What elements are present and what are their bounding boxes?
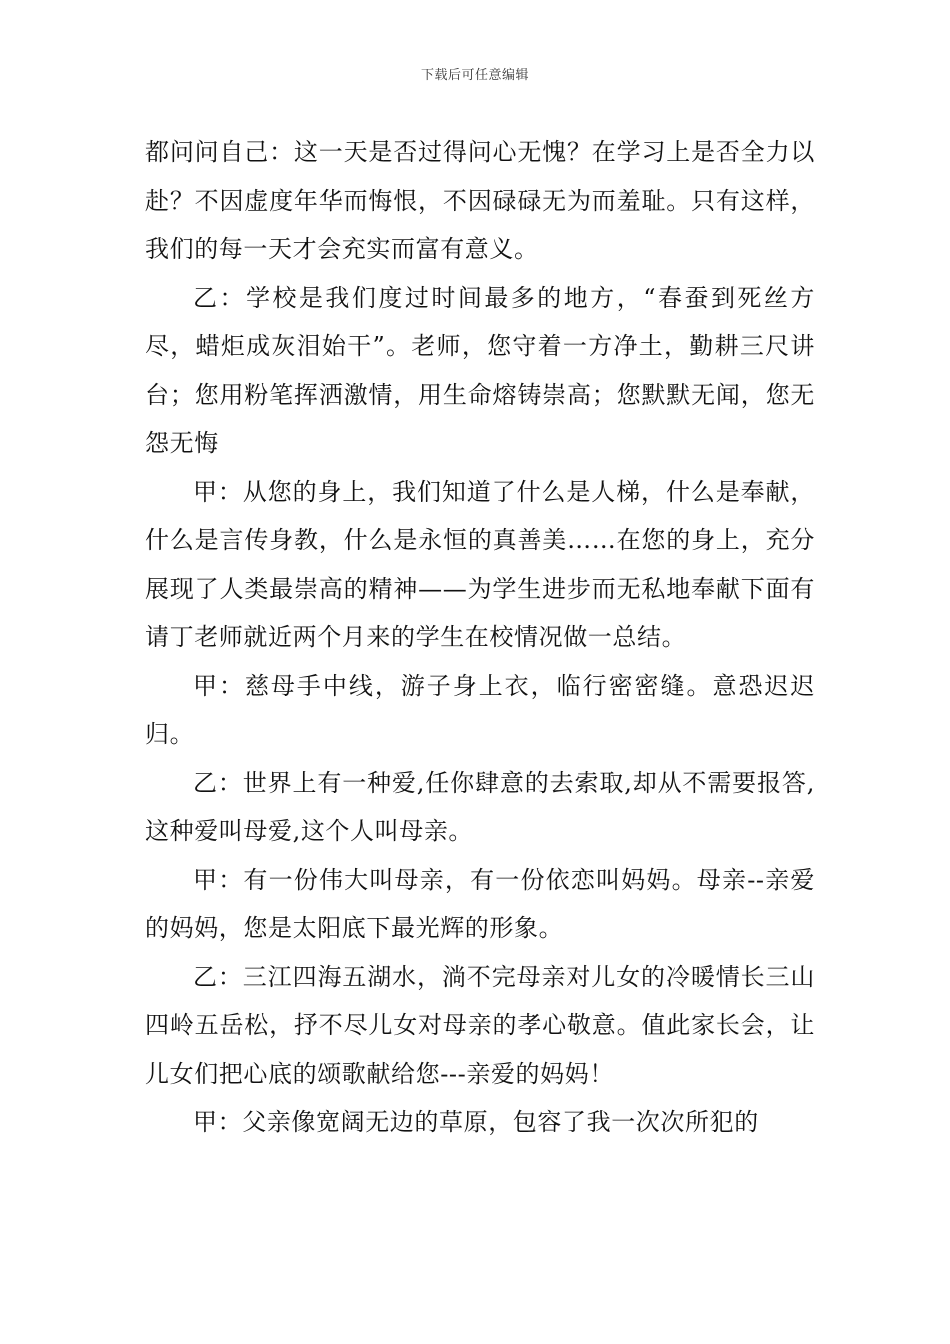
paragraph-yi-mother-love: 乙：世界上有一种爱,任你肆意的去索取,却从不需要报答,这种爱叫母爱,这个人叫母亲。 [145,768,815,845]
paragraph-jia-poem: 甲：慈母手中线，游子身上衣，临行密密缝。意恐迟迟归。 [145,671,815,748]
paragraph-continuation: 都问问自己：这一天是否过得问心无愧？在学习上是否全力以赴？不因虚度年华而悔恨，不因碌碌无为而羞耻。只有这样，我们的每一天才会充实而富有意义。 [145,138,815,263]
document-body [145,128,815,1147]
paragraph-jia-father: 甲：父亲像宽阔无边的草原，包容了我一次次所犯的 [193,1108,759,1136]
paragraph-yi-school: 乙：学校是我们度过时间最多的地方，“春蚕到死丝方尽，蜡炬成灰泪始干”。老师，您守着一方净土，勤耕三尺讲台；您用粉笔挥洒激情，用生命熔铸崇高；您默默无闻，您无怨无悔 [145,283,815,457]
page-header: 下载后可任意编辑 [420,68,529,83]
paragraph-jia-mother: 甲：有一份伟大叫母亲，有一份依恋叫妈妈。母亲--亲爱的妈妈，您是太阳底下最光辉的形象。 [145,865,815,942]
paragraph-jia-teacher: 甲：从您的身上，我们知道了什么是人梯，什么是奉献，什么是言传身教，什么是永恒的真善美……在您的身上，充分展现了人类最崇高的精神——为学生进步而无私地奉献下面有请丁老师就近两个月来的学生在校情况做一总结。 [145,477,815,651]
paragraph-yi-rivers: 乙：三江四海五湖水，淌不完母亲对儿女的冷暖情长三山四岭五岳松，抒不尽儿女对母亲的孝心敬意。值此家长会，让儿女们把心底的颂歌献给您---亲爱的妈妈！ [145,962,815,1088]
